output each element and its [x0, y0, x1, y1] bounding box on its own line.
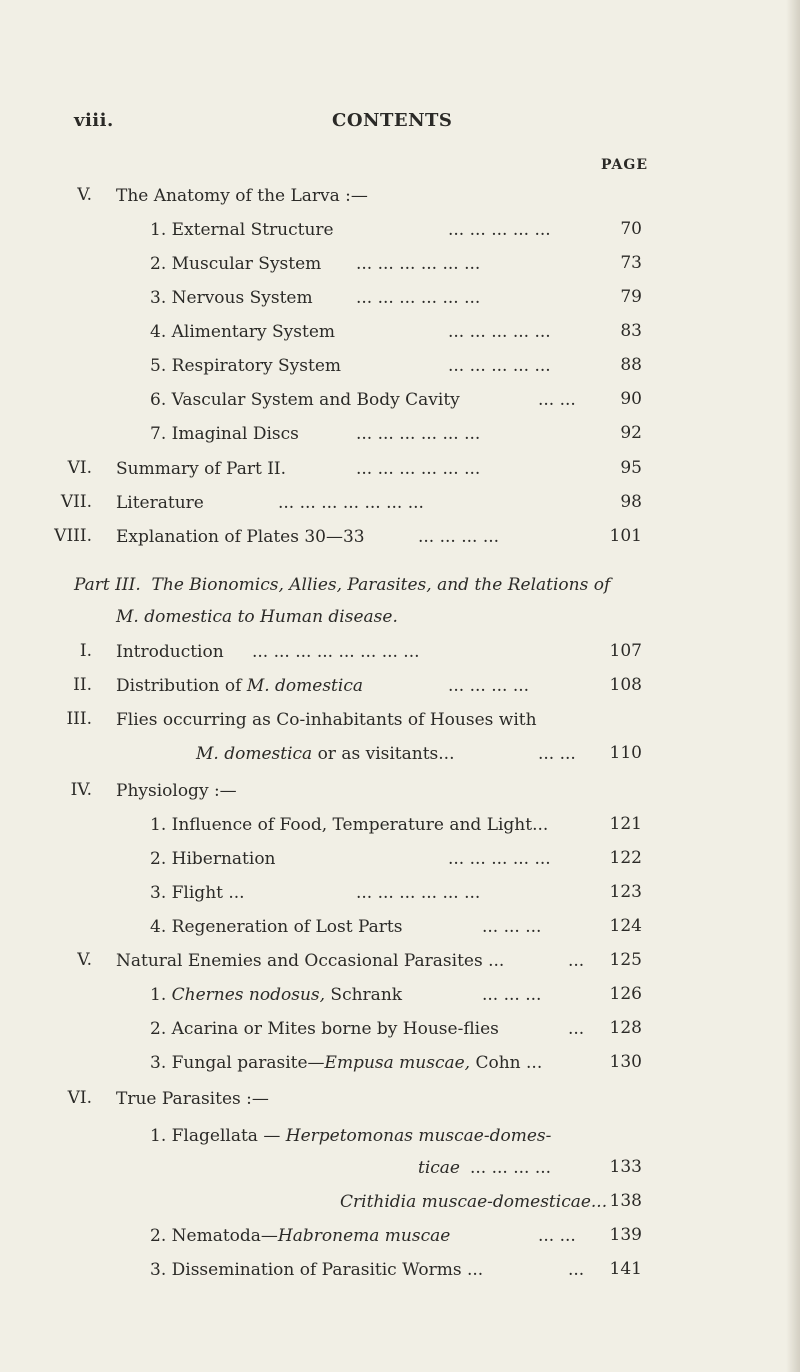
item-number: 6.: [150, 390, 167, 410]
toc-entry-title-cont: [196, 743, 455, 765]
item-number: 2.: [150, 849, 167, 869]
item-title: Muscular System: [171, 254, 322, 274]
toc-item: [150, 253, 321, 275]
leader-dots: ... ... ... ... ... ...: [356, 459, 481, 479]
page-ref: 126: [609, 984, 642, 1004]
page-ref: 73: [620, 253, 642, 273]
toc-entry-title: [116, 675, 363, 697]
page-ref: 125: [609, 950, 642, 970]
item-title: Hibernation: [171, 849, 276, 869]
page-ref: 70: [620, 219, 642, 239]
species-name: Habronema muscae: [277, 1226, 451, 1246]
item-number: 1.: [150, 1126, 167, 1146]
page-ref: 83: [620, 321, 642, 341]
title-part: or as visitants...: [312, 744, 455, 764]
species-name: Chernes nodosus,: [171, 985, 326, 1005]
title-part: Nematoda—: [171, 1226, 278, 1246]
species-name: M. domestica: [246, 676, 363, 696]
roman-numeral: V.: [77, 185, 92, 205]
toc-item: [150, 1125, 551, 1147]
page-title: CONTENTS: [332, 110, 453, 131]
toc-entry-title: Summary of Part II.: [116, 459, 287, 479]
page-ref: 98: [620, 492, 642, 512]
leader-dots: ... ... ... ... ... ... ... ...: [252, 642, 420, 662]
species-name: M. domestica: [196, 744, 313, 764]
leader-dots: ... ... ... ...: [448, 676, 530, 696]
title-part: Distribution of: [116, 676, 247, 696]
species-name-cont: ticae: [418, 1158, 460, 1178]
roman-numeral: III.: [66, 709, 92, 729]
toc-entry-title: Flies occurring as Co-inhabitants of Houses with: [116, 710, 537, 730]
toc-entry-title: Explanation of Plates 30—33: [116, 527, 365, 547]
page-edge-shadow: [786, 0, 800, 1372]
page-ref: 121: [609, 814, 642, 834]
toc-item: [150, 1052, 542, 1074]
item-title: Respiratory System: [171, 356, 341, 376]
page-ref: 88: [620, 355, 642, 375]
item-number: 2.: [150, 254, 167, 274]
roman-numeral: VIII.: [54, 526, 92, 546]
leader-dots: ... ...: [538, 1226, 576, 1246]
toc-item: [150, 1225, 450, 1247]
toc-entry-title: Introduction: [116, 642, 224, 662]
toc-item: [150, 984, 402, 1006]
item-title: Acarina or Mites borne by House-flies: [171, 1019, 499, 1039]
leader-dots: ... ...: [538, 390, 576, 410]
page-ref: 79: [620, 287, 642, 307]
title-part: Flagellata —: [171, 1126, 286, 1146]
page-ref: 110: [609, 743, 642, 763]
species-name: Herpetomonas muscae-domes-: [285, 1126, 552, 1146]
item-number: 2.: [150, 1226, 167, 1246]
leader-dots: ... ... ...: [482, 917, 542, 937]
item-number: 7.: [150, 424, 167, 444]
toc-item: [150, 848, 276, 870]
page-ref: 133: [609, 1157, 642, 1177]
leader-dots: ... ... ... ...: [418, 527, 500, 547]
roman-numeral: VI.: [67, 1088, 92, 1108]
page-ref: 138: [609, 1191, 642, 1211]
roman-numeral: VII.: [60, 492, 92, 512]
leader-dots: ...: [568, 951, 585, 971]
page-ref: 130: [609, 1052, 642, 1072]
page-ref: 141: [609, 1259, 642, 1279]
item-title: External Structure: [171, 220, 334, 240]
toc-item: [150, 321, 335, 343]
leader-dots: ... ...: [538, 744, 576, 764]
part-title-line2: M. domestica to Human disease.: [116, 607, 398, 627]
author: Schrank: [325, 985, 403, 1005]
toc-item: [150, 916, 402, 938]
page-ref: 101: [609, 526, 642, 546]
toc-item: [150, 1259, 483, 1281]
item-title: Dissemination of Parasitic Worms ...: [171, 1260, 484, 1280]
toc-item: [150, 423, 299, 445]
leader-dots: ... ... ... ... ... ...: [356, 254, 481, 274]
item-number: 3.: [150, 288, 167, 308]
leader-dots: ... ... ... ... ...: [448, 220, 551, 240]
page-ref: 107: [609, 641, 642, 661]
page-column-label: PAGE: [601, 157, 648, 173]
roman-numeral: II.: [73, 675, 92, 695]
species-name: Crithidia muscae-domesticae...: [340, 1192, 608, 1212]
toc-item: [150, 355, 341, 377]
title-part: Fungal parasite—: [171, 1053, 325, 1073]
page-ref: 124: [609, 916, 642, 936]
toc-item: [150, 1018, 499, 1040]
item-number: 1.: [150, 815, 167, 835]
item-number: 1.: [150, 985, 167, 1005]
item-title: Imaginal Discs: [171, 424, 299, 444]
leader-dots: ... ... ...: [482, 985, 542, 1005]
page-ref: 92: [620, 423, 642, 443]
roman-numeral: IV.: [70, 780, 92, 800]
author: Cohn ...: [470, 1053, 543, 1073]
toc-entry-title: Physiology :—: [116, 781, 237, 801]
toc-item: [150, 882, 245, 904]
leader-dots: ... ... ... ... ... ...: [356, 424, 481, 444]
species-name: Empusa muscae,: [324, 1053, 471, 1073]
item-number: 3.: [150, 883, 167, 903]
toc-item: [150, 389, 460, 411]
roman-numeral: V.: [77, 950, 92, 970]
toc-item: [150, 287, 313, 309]
leader-dots: ...: [568, 1260, 585, 1280]
toc-entry-title: The Anatomy of the Larva :—: [116, 186, 368, 206]
item-number: 3.: [150, 1053, 167, 1073]
item-number: 4.: [150, 917, 167, 937]
roman-numeral: VI.: [67, 458, 92, 478]
item-number: 5.: [150, 356, 167, 376]
item-title: Vascular System and Body Cavity: [171, 390, 460, 410]
toc-item: [150, 814, 548, 836]
item-title: Influence of Food, Temperature and Light...: [171, 815, 549, 835]
page-number: viii.: [74, 110, 114, 131]
roman-numeral: I.: [79, 641, 92, 661]
leader-dots: ... ... ... ... ...: [448, 356, 551, 376]
toc-entry-title: Natural Enemies and Occasional Parasites ...: [116, 951, 505, 971]
item-title: Flight ...: [171, 883, 245, 903]
part-title-line1: The Bionomics, Allies, Parasites, and the Relations of: [151, 575, 611, 595]
page-ref: 122: [609, 848, 642, 868]
leader-dots: ... ... ... ... ... ... ...: [278, 493, 424, 513]
page-ref: 90: [620, 389, 642, 409]
part-label: Part III.: [74, 575, 141, 595]
toc-entry-title: True Parasites :—: [116, 1089, 269, 1109]
page-ref: 123: [609, 882, 642, 902]
leader-dots: ... ... ... ... ... ...: [356, 883, 481, 903]
item-title: Alimentary System: [171, 322, 336, 342]
item-title: Regeneration of Lost Parts: [171, 917, 403, 937]
leader-dots: ... ... ... ...: [470, 1158, 552, 1178]
toc-entry-title: Literature: [116, 493, 204, 513]
item-number: 4.: [150, 322, 167, 342]
page-ref: 95: [620, 458, 642, 478]
item-title: Nervous System: [171, 288, 313, 308]
leader-dots: ... ... ... ... ...: [448, 849, 551, 869]
leader-dots: ... ... ... ... ...: [448, 322, 551, 342]
toc-item: [150, 219, 334, 241]
item-number: 2.: [150, 1019, 167, 1039]
page-ref: 128: [609, 1018, 642, 1038]
leader-dots: ...: [568, 1019, 585, 1039]
leader-dots: ... ... ... ... ... ...: [356, 288, 481, 308]
item-number: 1.: [150, 220, 167, 240]
item-number: 3.: [150, 1260, 167, 1280]
page-ref: 108: [609, 675, 642, 695]
page-ref: 139: [609, 1225, 642, 1245]
part-heading: [74, 574, 610, 596]
